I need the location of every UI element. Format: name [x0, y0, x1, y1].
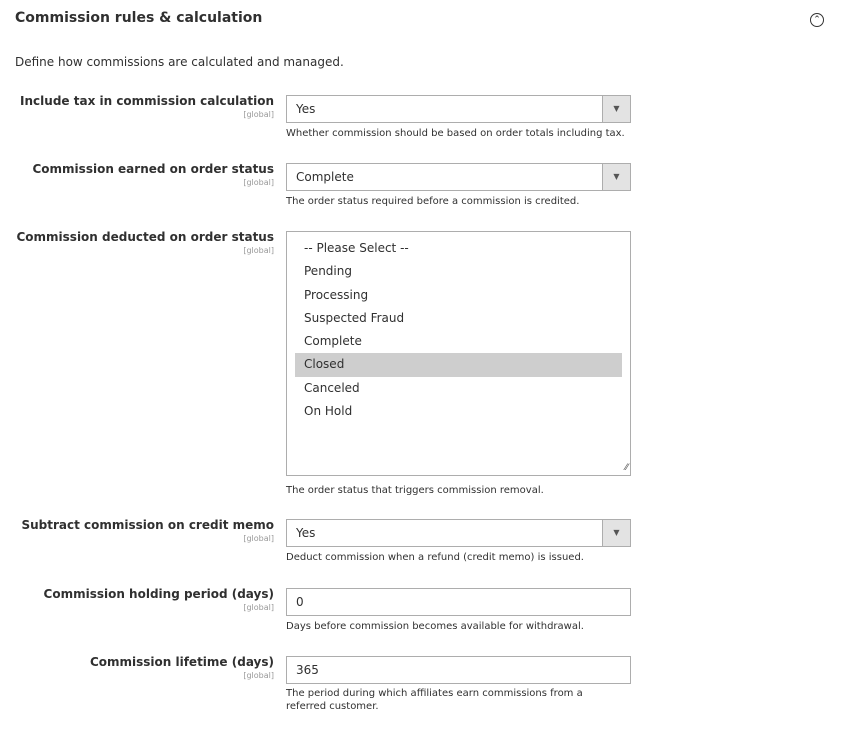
field-note: The order status that triggers commission removal. — [286, 485, 544, 496]
option[interactable]: Suspected Fraud — [304, 310, 405, 325]
dropdown-arrow-icon: ▼ — [602, 520, 630, 546]
field-label: Subtract commission on credit memo [global] — [21, 518, 274, 543]
lifetime-input[interactable]: 365 — [286, 656, 631, 684]
credit-memo-select[interactable]: Yes ▼ — [286, 519, 631, 547]
field-note: Whether commission should be based on order totals including tax. — [286, 128, 625, 139]
field-note: The order status required before a commission is credited. — [286, 196, 580, 207]
include-tax-select[interactable]: Yes ▼ — [286, 95, 631, 123]
option-selected[interactable]: Closed — [295, 353, 622, 376]
option[interactable]: On Hold — [304, 404, 353, 419]
field-note: Days before commission becomes available for withdrawal. — [286, 621, 584, 632]
dropdown-arrow-icon: ▼ — [602, 96, 630, 122]
dropdown-arrow-icon: ▼ — [602, 164, 630, 190]
deducted-status-multiselect[interactable] — [286, 231, 631, 476]
chevron-up-circle-icon[interactable]: ⌃ — [810, 13, 824, 27]
field-label: Commission lifetime (days) [global] — [89, 655, 274, 680]
option[interactable]: Processing — [304, 287, 369, 302]
option[interactable]: -- Please Select -- — [304, 241, 409, 255]
field-label: Commission deducted on order status [global] — [16, 230, 274, 255]
option[interactable]: Pending — [304, 264, 352, 279]
field-note: The period during which affiliates earn commissions from a referred customer. — [286, 688, 583, 712]
field-label: Include tax in commission calculation [global] — [20, 94, 274, 119]
section-description: Define how commissions are calculated and managed. — [15, 55, 344, 69]
field-label: Commission earned on order status [global] — [32, 162, 274, 187]
field-label: Commission holding period (days) [global] — [43, 587, 274, 612]
section-title[interactable]: Commission rules & calculation — [15, 10, 263, 26]
resize-handle-icon[interactable]: ⁄⁄ — [624, 463, 628, 473]
field-note: Deduct commission when a refund (credit memo) is issued. — [286, 552, 584, 563]
earned-status-select[interactable]: Complete ▼ — [286, 163, 631, 191]
option[interactable]: Complete — [304, 334, 362, 349]
holding-period-input[interactable]: 0 — [286, 588, 631, 616]
option[interactable]: Canceled — [304, 380, 360, 395]
